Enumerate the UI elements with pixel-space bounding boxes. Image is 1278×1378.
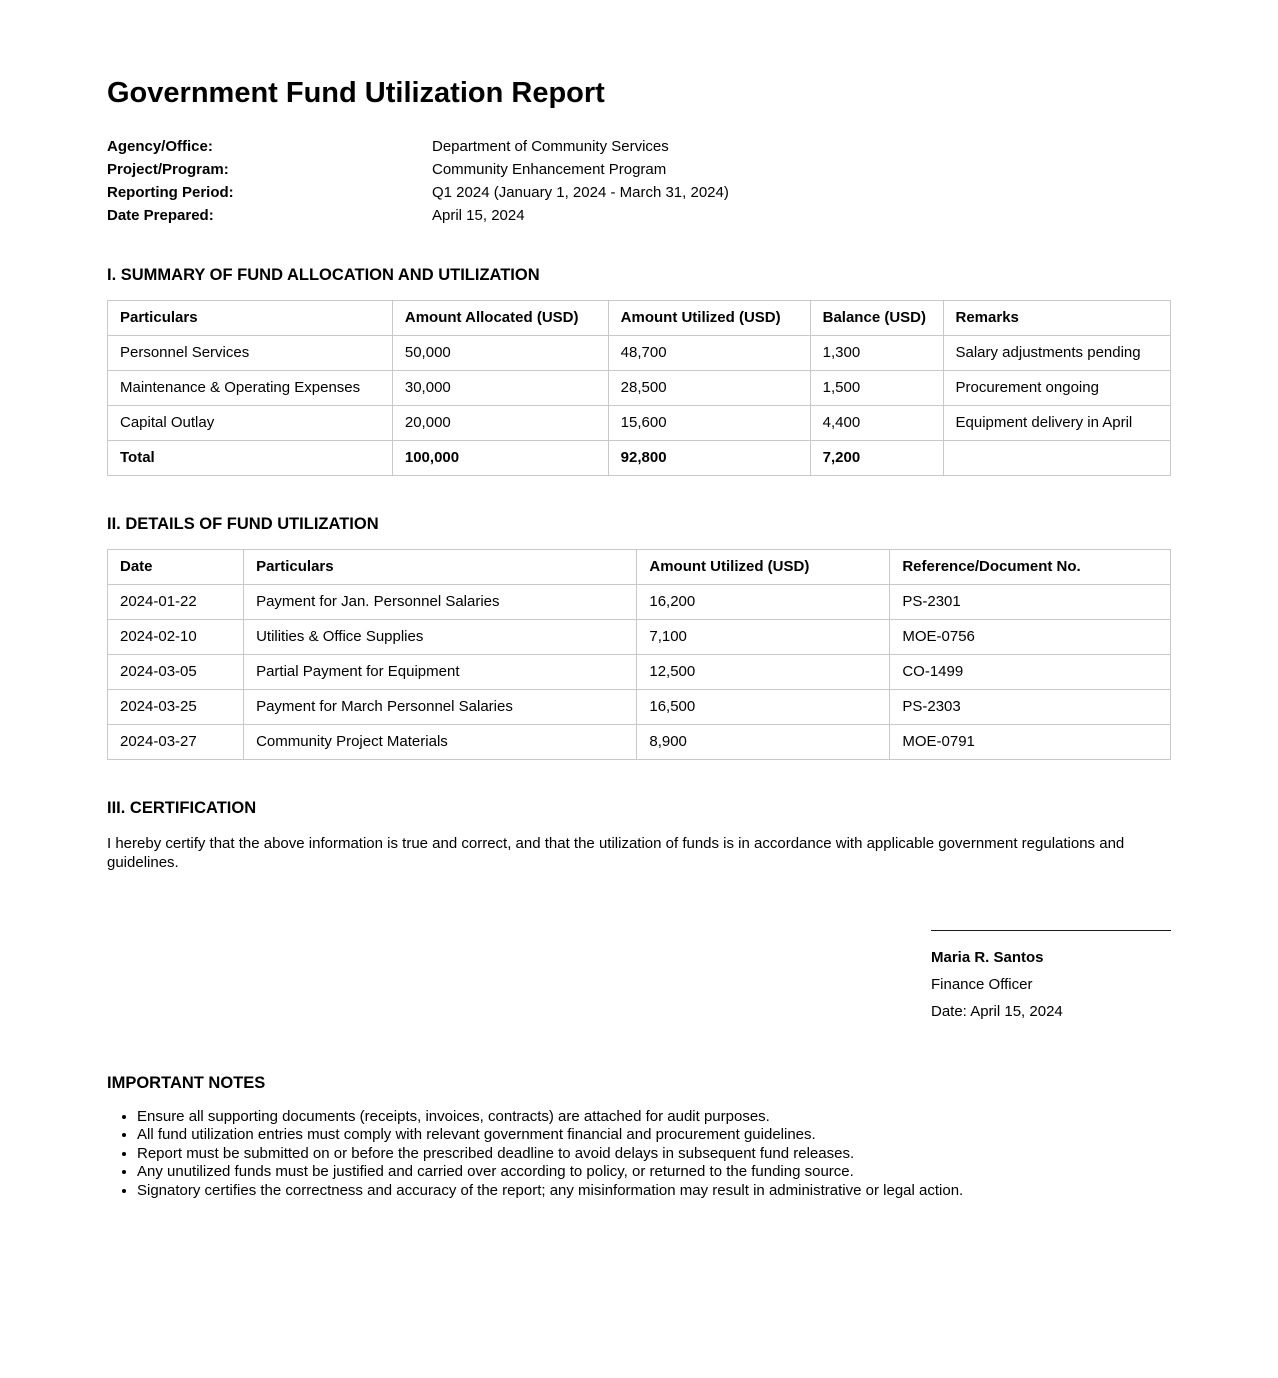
meta-row-agency [107, 135, 1171, 158]
table-cell: Community Project Materials [244, 725, 637, 760]
table-cell: MOE-0756 [890, 620, 1171, 655]
list-item: • Signatory certifies the correctness and accuracy of the report; any misinformation may result in administrative or legal action. [137, 1182, 1171, 1200]
table-cell: 15,600 [608, 406, 810, 441]
column-header: Date [108, 550, 244, 585]
total-row [108, 441, 1171, 476]
meta-label: Date Prepared: [107, 207, 214, 224]
table-cell: 92,800 [608, 441, 810, 476]
table-cell: Partial Payment for Equipment [244, 655, 637, 690]
page-title: Government Fund Utilization Report [107, 77, 605, 109]
table-cell [943, 441, 1171, 476]
table-cell: 20,000 [392, 406, 608, 441]
column-header: Amount Allocated (USD) [392, 301, 608, 336]
table-cell: 4,400 [810, 406, 943, 441]
table-cell: Utilities & Office Supplies [244, 620, 637, 655]
report-page [0, 78, 1278, 1200]
meta-row-period [107, 181, 1171, 204]
meta-row-date-prepared [107, 204, 1171, 227]
table-cell: PS-2303 [890, 690, 1171, 725]
table-cell: Maintenance & Operating Expenses [108, 371, 393, 406]
details-header-row [108, 550, 1171, 585]
table-row [108, 655, 1171, 690]
signature-block [931, 930, 1171, 1025]
certification-section-heading: III. CERTIFICATION [107, 799, 257, 817]
list-item: • Ensure all supporting documents (receipts, invoices, contracts) are attached for audit purposes. [137, 1108, 1171, 1126]
meta-value: Q1 2024 (January 1, 2024 - March 31, 2024) [432, 184, 729, 201]
meta-value: April 15, 2024 [432, 207, 525, 224]
signatory-title: Finance Officer [931, 976, 1033, 993]
table-row [108, 690, 1171, 725]
list-item: • Report must be submitted on or before the prescribed deadline to avoid delays in subsequent fund releases. [137, 1145, 1171, 1163]
summary-section-heading: I. SUMMARY OF FUND ALLOCATION AND UTILIZATION [107, 266, 540, 284]
table-row [108, 585, 1171, 620]
table-row [108, 371, 1171, 406]
column-header: Amount Utilized (USD) [608, 301, 810, 336]
table-cell: 2024-01-22 [108, 585, 244, 620]
table-cell: 1,500 [810, 371, 943, 406]
table-cell: 16,200 [637, 585, 890, 620]
column-header: Balance (USD) [810, 301, 943, 336]
table-cell: 50,000 [392, 336, 608, 371]
table-cell: 2024-02-10 [108, 620, 244, 655]
meta-value: Department of Community Services [432, 138, 669, 155]
table-cell: 8,900 [637, 725, 890, 760]
notes-list [107, 1108, 1171, 1200]
table-cell: 30,000 [392, 371, 608, 406]
table-cell: Personnel Services [108, 336, 393, 371]
table-row [108, 336, 1171, 371]
table-cell: 2024-03-25 [108, 690, 244, 725]
column-header: Amount Utilized (USD) [637, 550, 890, 585]
table-cell: Equipment delivery in April [943, 406, 1171, 441]
table-cell: 12,500 [637, 655, 890, 690]
signatory-date: Date: April 15, 2024 [931, 1003, 1063, 1020]
details-section-heading: II. DETAILS OF FUND UTILIZATION [107, 515, 379, 533]
certification-text: I hereby certify that the above information is true and correct, and that the utilization of funds is in accordance with applicable government regulations and guidelines. [107, 835, 1125, 871]
table-cell: 16,500 [637, 690, 890, 725]
list-item: • Any unutilized funds must be justified and carried over according to policy, or returned to the funding source. [137, 1163, 1171, 1181]
table-cell: 1,300 [810, 336, 943, 371]
table-cell: 28,500 [608, 371, 810, 406]
table-cell: 100,000 [392, 441, 608, 476]
signatory-name: Maria R. Santos [931, 949, 1044, 966]
list-item: • All fund utilization entries must comply with relevant government financial and procurement guidelines. [137, 1126, 1171, 1144]
details-table [107, 549, 1171, 760]
table-cell: 7,100 [637, 620, 890, 655]
report-meta [107, 135, 1171, 227]
column-header: Remarks [943, 301, 1171, 336]
summary-table [107, 300, 1171, 476]
notes-section-heading: IMPORTANT NOTES [107, 1074, 266, 1092]
column-header: Particulars [108, 301, 393, 336]
table-cell: 2024-03-27 [108, 725, 244, 760]
table-cell: 7,200 [810, 441, 943, 476]
table-cell: Capital Outlay [108, 406, 393, 441]
table-row [108, 406, 1171, 441]
table-cell: PS-2301 [890, 585, 1171, 620]
meta-value: Community Enhancement Program [432, 161, 667, 178]
table-cell: Payment for Jan. Personnel Salaries [244, 585, 637, 620]
table-row [108, 725, 1171, 760]
table-cell: MOE-0791 [890, 725, 1171, 760]
column-header: Reference/Document No. [890, 550, 1171, 585]
meta-label: Project/Program: [107, 161, 229, 178]
meta-label: Agency/Office: [107, 138, 213, 155]
table-cell: 48,700 [608, 336, 810, 371]
meta-label: Reporting Period: [107, 184, 234, 201]
table-cell: 2024-03-05 [108, 655, 244, 690]
table-cell: Salary adjustments pending [943, 336, 1171, 371]
table-cell: Total [108, 441, 393, 476]
meta-row-project [107, 158, 1171, 181]
column-header: Particulars [244, 550, 637, 585]
table-row [108, 620, 1171, 655]
summary-header-row [108, 301, 1171, 336]
table-cell: Payment for March Personnel Salaries [244, 690, 637, 725]
table-cell: CO-1499 [890, 655, 1171, 690]
table-cell: Procurement ongoing [943, 371, 1171, 406]
